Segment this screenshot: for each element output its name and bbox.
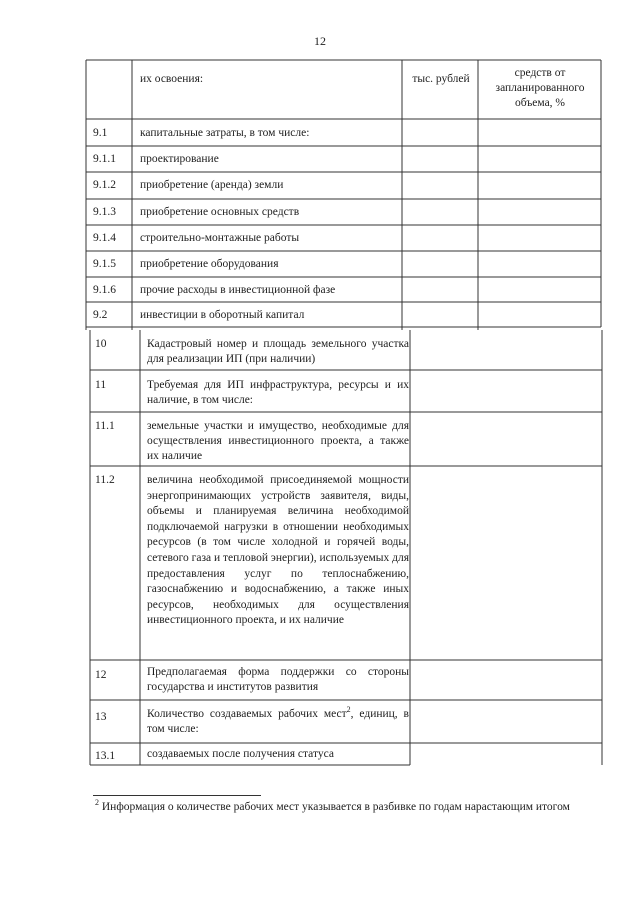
row-label-tail: , единиц, в том числе:: [147, 708, 409, 735]
row-number: 9.1.6: [93, 284, 116, 296]
row-number: 13: [95, 711, 107, 723]
row-label: инвестиции в оборотный капитал: [140, 309, 305, 321]
row-label: капитальные затраты, в том числе:: [140, 127, 310, 139]
row-label: создаваемых после получения статуса: [147, 748, 334, 760]
footnote: [95, 800, 605, 815]
row-number: 9.1.2: [93, 179, 116, 191]
row-label: строительно-монтажные работы: [140, 232, 300, 244]
footnote-mark: 2: [95, 798, 99, 808]
row-label: Предполагаемая форма поддержки со стороны государства и институтов развития: [147, 666, 409, 693]
row-number: 9.1.1: [93, 153, 116, 165]
row-label: земельные участки и имущество, необходимые для осуществления инвестиционного проекта, а также их наличие: [147, 420, 409, 462]
footnote-ref: 2: [346, 705, 351, 715]
header-col3: тыс. рублей: [412, 73, 470, 85]
row-number: 11.2: [95, 474, 115, 486]
row-label: [147, 707, 409, 737]
header-col4: средств от запланированного объема, %: [495, 67, 585, 109]
footnote-text: Информация о количестве рабочих мест указывается в разбивке по годам нарастающим итогом: [101, 801, 570, 813]
row-number: 9.1: [93, 127, 108, 139]
row-number: 13.1: [95, 750, 116, 762]
row-number: 9.2: [93, 309, 108, 321]
row-label: прочие расходы в инвестиционной фазе: [140, 284, 336, 296]
row-label: приобретение (аренда) земли: [140, 179, 284, 191]
page-number: 12: [314, 34, 326, 48]
row-number: 9.1.4: [93, 232, 116, 244]
row-label-text: Количество создаваемых рабочих мест: [147, 708, 347, 720]
row-number: 9.1.3: [93, 206, 116, 218]
row-label: Кадастровый номер и площадь земельного участка для реализации ИП (при наличии): [147, 338, 409, 365]
row-label: приобретение оборудования: [140, 258, 279, 270]
row-label: Требуемая для ИП инфраструктура, ресурсы и их наличие, в том числе:: [147, 379, 409, 406]
row-label: величина необходимой присоединяемой мощности энергопринимающих устройств заявителя, виды, объемы и планируемая величина необходимой подключаемой нагрузки в отношении необходимых ресурсов (в том числе холодной и горячей воды, сетевого газа и тепловой энергии), используемых для предоставления услуг по теплоснабжению, газоснабжению и водоснабжению, а также иных ресурсов, необходимых для осуществления инвестиционного проекта, и их наличие: [147, 474, 409, 627]
row-number: 10: [95, 338, 107, 350]
row-number: 12: [95, 669, 107, 681]
row-label: приобретение основных средств: [140, 206, 300, 218]
row-number: 11.1: [95, 420, 115, 432]
footnote-separator: [93, 795, 261, 796]
row-label: проектирование: [140, 153, 219, 165]
row-number: 9.1.5: [93, 258, 116, 270]
row-number: 11: [95, 379, 107, 391]
header-col2: их освоения:: [140, 73, 204, 85]
